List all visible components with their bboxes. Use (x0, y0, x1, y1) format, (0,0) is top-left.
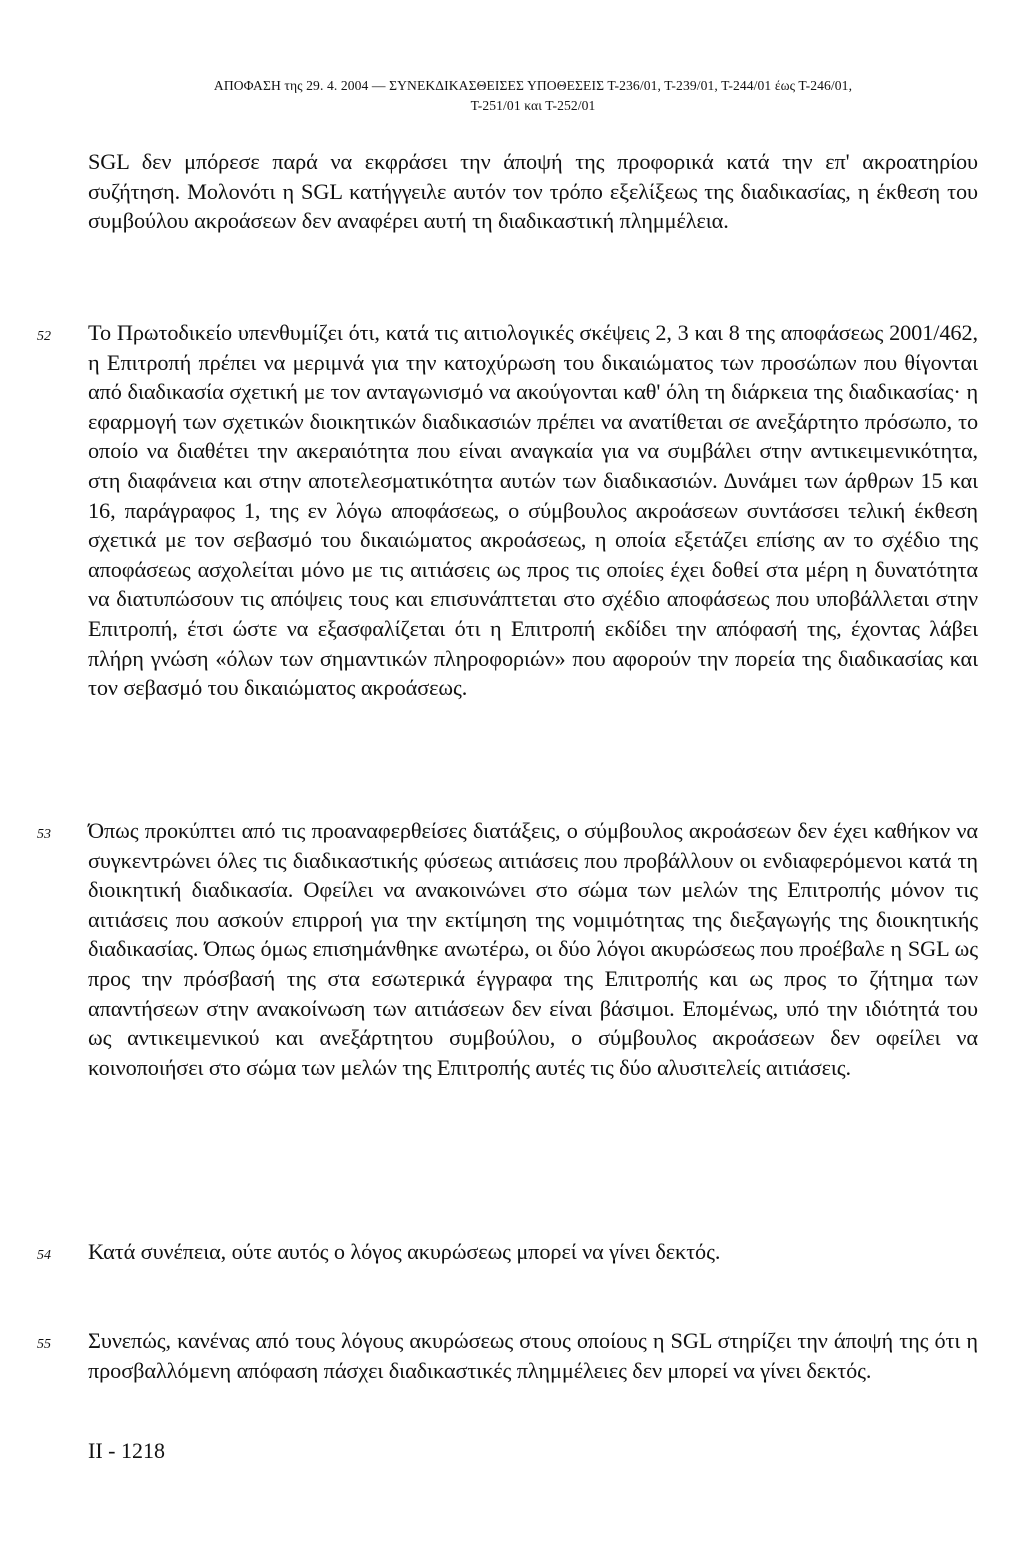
paragraph-53: Όπως προκύπτει από τις προαναφερθείσες διατάξεις, ο σύμβουλος ακροάσεων δεν έχει καθήκον να συγκεντρώνει όλες τις διαδικαστικής φύσεως αιτιάσεις που προβάλλουν οι ενδιαφερόμενοι κατά τη διοικητική διαδικασία. Οφείλει να ανακοινώνει στο σώμα των μελών της Επιτροπής μόνον τις αιτιάσεις που ασκούν επιρροή για την εκτίμηση της νομιμότητας της διεξαγωγής της διοικητικής διαδικασίας. Όπως όμως επισημάνθηκε ανωτέρω, οι δύο λόγοι ακυρώσεως που προέβαλε η SGL ως προς την πρόσβασή της στα εσωτερικά έγγραφα της Επιτροπής και ως προς το ζήτημα των απαντήσεων στην ανακοίνωση των αιτιάσεων δεν είναι βάσιμοι. Επομένως, υπό την ιδιότητά του ως αντικειμενικού και ανεξάρτητου συμβούλου, ο σύμβουλος ακροάσεων δεν οφείλει να κοινοποιήσει στο σώμα των μελών της Επιτροπής αυτές τις δύο αλυσιτελείς αιτιάσεις. (88, 818, 978, 1080)
paragraph-number-54: 54 (37, 1248, 51, 1263)
paragraph-number-53: 53 (37, 827, 51, 842)
paragraph-number-55: 55 (37, 1337, 51, 1352)
page-number: II - 1218 (88, 1438, 165, 1463)
paragraph-number-52: 52 (37, 329, 51, 344)
paragraph-55: Συνεπώς, κανένας από τους λόγους ακυρώσεως στους οποίους η SGL στηρίζει την άποψή της ότι η προσβαλλόμενη απόφαση πάσχει διαδικαστικές πλημμέλειες δεν μπορεί να γίνει δεκτός. (88, 1328, 978, 1383)
running-header-line-2: Τ-251/01 και Τ-252/01 (470, 98, 596, 113)
running-header (88, 76, 978, 116)
paragraph-51-continued: SGL δεν μπόρεσε παρά να εκφράσει την άποψή της προφορικά κατά την επ' ακροατηρίου συζήτηση. Μολονότι η SGL κατήγγειλε αυτόν τον τρόπο εξελίξεως της διαδικασίας, η έκθεση του συμβούλου ακροάσεων δεν αναφέρει αυτή τη διαδικαστική πλημμέλεια. (88, 149, 978, 234)
paragraph-52: Το Πρωτοδικείο υπενθυμίζει ότι, κατά τις αιτιολογικές σκέψεις 2, 3 και 8 της αποφάσεως 2001/462, η Επιτροπή πρέπει να μεριμνά για την κατοχύρωση του δικαιώματος των προσώπων που θίγονται από διαδικασία σχετική με τον ανταγωνισμό να ακούγονται καθ' όλη τη διάρκεια της διαδικασίας· η εφαρμογή των σχετικών διοικητικών διαδικασιών πρέπει να ανατίθεται σε ανεξάρτητο πρόσωπο, το οποίο να διαθέτει την ακεραιότητα που είναι αναγκαία για να συμβάλει στην αντικειμενικότητα, στη διαφάνεια και στην αποτελεσματικότητα αυτών των διαδικασιών. Δυνάμει των άρθρων 15 και 16, παράγραφος 1, της εν λόγω αποφάσεως, ο σύμβουλος ακροάσεων συντάσσει τελική έκθεση σχετικά με τον σεβασμό του δικαιώματος ακροάσεως, η οποία εξετάζει επίσης αν το σχέδιο της αποφάσεως ασχολείται μόνο με τις αιτιάσεις ως προς τις οποίες έχει δοθεί στα μέρη η δυνατότητα να διατυπώσουν τις απόψεις τους και επισυνάπτεται στο σχέδιο αποφάσεως που υποβάλλεται στην Επιτροπή, έτσι ώστε να εξασφαλίζεται ότι η Επιτροπή εκδίδει την απόφασή της, έχοντας λάβει πλήρη γνώση «όλων των σημαντικών πληροφοριών» που αφορούν την πορεία της διαδικασίας και τον σεβασμό του δικαιώματος ακροάσεως. (88, 320, 978, 701)
paragraph-54: Κατά συνέπεια, ούτε αυτός ο λόγος ακυρώσεως μπορεί να γίνει δεκτός. (88, 1239, 721, 1264)
running-header-line-1: ΑΠΟΦΑΣΗ της 29. 4. 2004 — ΣΥΝΕΚΔΙΚΑΣΘΕΙΣΕΣ ΥΠΟΘΕΣΕΙΣ Τ-236/01, Τ-239/01, Τ-244/01 έως Τ-246/01, (213, 78, 853, 93)
